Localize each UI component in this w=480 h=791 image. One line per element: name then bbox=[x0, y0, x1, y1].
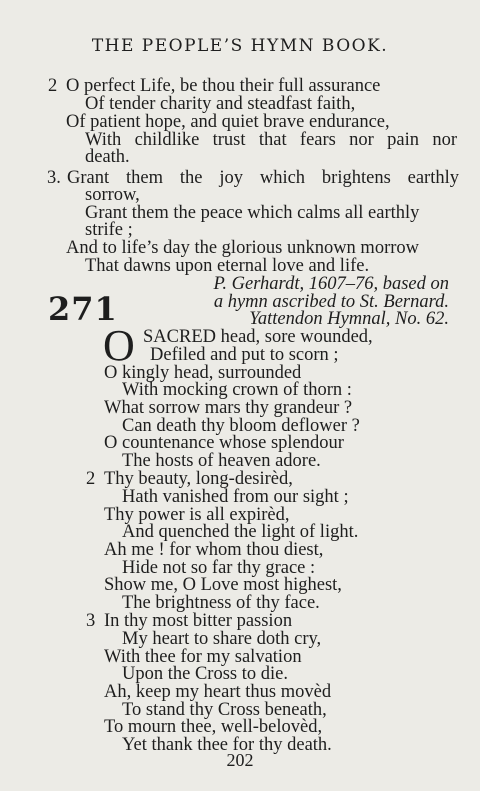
verse-line: That dawns upon eternal love and life. bbox=[85, 256, 370, 276]
verse-line: With childlike trust that fears nor pain nor bbox=[85, 130, 457, 150]
verse-line: Ah, keep my heart thus movèd bbox=[104, 682, 332, 702]
verse-line: O countenance whose splendour bbox=[104, 433, 344, 453]
verse-line: Of tender charity and steadfast faith, bbox=[85, 94, 356, 114]
verse-number: 3 bbox=[86, 611, 96, 631]
verse-line: death. bbox=[85, 147, 130, 167]
author-credit: P. Gerhardt, 1607–76, based on bbox=[213, 274, 449, 294]
running-header: THE PEOPLE’S HYMN BOOK. bbox=[91, 36, 389, 56]
page-number: 202 bbox=[226, 750, 254, 770]
verse-line: And quenched the light of light. bbox=[122, 522, 359, 542]
verse-line: Thy beauty, long-desirèd, bbox=[104, 469, 293, 489]
source-credit: a hymn ascribed to St. Bernard. bbox=[213, 292, 449, 312]
verse-line: What sorrow mars thy grandeur ? bbox=[104, 398, 353, 418]
verse-line: sorrow, bbox=[85, 185, 140, 205]
verse-line: My heart to share doth cry, bbox=[122, 629, 322, 649]
hymn-number: 271 bbox=[48, 290, 118, 328]
verse-line: Show me, O Love most highest, bbox=[104, 575, 342, 595]
verse-number: 3. bbox=[47, 168, 61, 188]
verse-line: Of patient hope, and quiet brave endurance, bbox=[66, 112, 390, 132]
verse-line: And to life’s day the glorious unknown morrow bbox=[66, 238, 419, 258]
verse-line: To mourn thee, well-belovèd, bbox=[104, 717, 323, 737]
hymnal-credit: Yattendon Hymnal, No. 62. bbox=[249, 309, 449, 329]
verse-line: Thy power is all expirèd, bbox=[104, 505, 290, 525]
verse-line: In thy most bitter passion bbox=[104, 611, 293, 631]
verse-line: Upon the Cross to die. bbox=[122, 664, 288, 684]
verse-line: strife ; bbox=[85, 220, 133, 240]
verse-number: 2 bbox=[48, 76, 58, 96]
verse-line: O kingly head, surrounded bbox=[104, 363, 302, 383]
verse-line: O perfect Life, be thou their full assurance bbox=[66, 76, 381, 96]
verse-line: SACRED head, sore wounded, bbox=[143, 327, 373, 347]
verse-line: With thee for my salvation bbox=[104, 647, 302, 667]
verse-line: Grant them the joy which brightens earthly bbox=[67, 168, 459, 188]
verse-line: To stand thy Cross beneath, bbox=[122, 700, 327, 720]
drop-cap: O bbox=[103, 321, 135, 370]
verse-line: Can death thy bloom deflower ? bbox=[122, 416, 360, 436]
verse-line: Hath vanished from our sight ; bbox=[122, 487, 349, 507]
verse-line: The brightness of thy face. bbox=[122, 593, 320, 613]
verse-line: The hosts of heaven adore. bbox=[122, 451, 321, 471]
verse-line: Hide not so far thy grace : bbox=[122, 558, 316, 578]
verse-number: 2 bbox=[86, 469, 96, 489]
verse-line: Yet thank thee for thy death. bbox=[122, 735, 332, 755]
verse-line: Grant them the peace which calms all earthly bbox=[85, 203, 420, 223]
verse-line: Defiled and put to scorn ; bbox=[150, 345, 339, 365]
verse-line: Ah me ! for whom thou diest, bbox=[104, 540, 324, 560]
verse-line: With mocking crown of thorn : bbox=[122, 380, 352, 400]
